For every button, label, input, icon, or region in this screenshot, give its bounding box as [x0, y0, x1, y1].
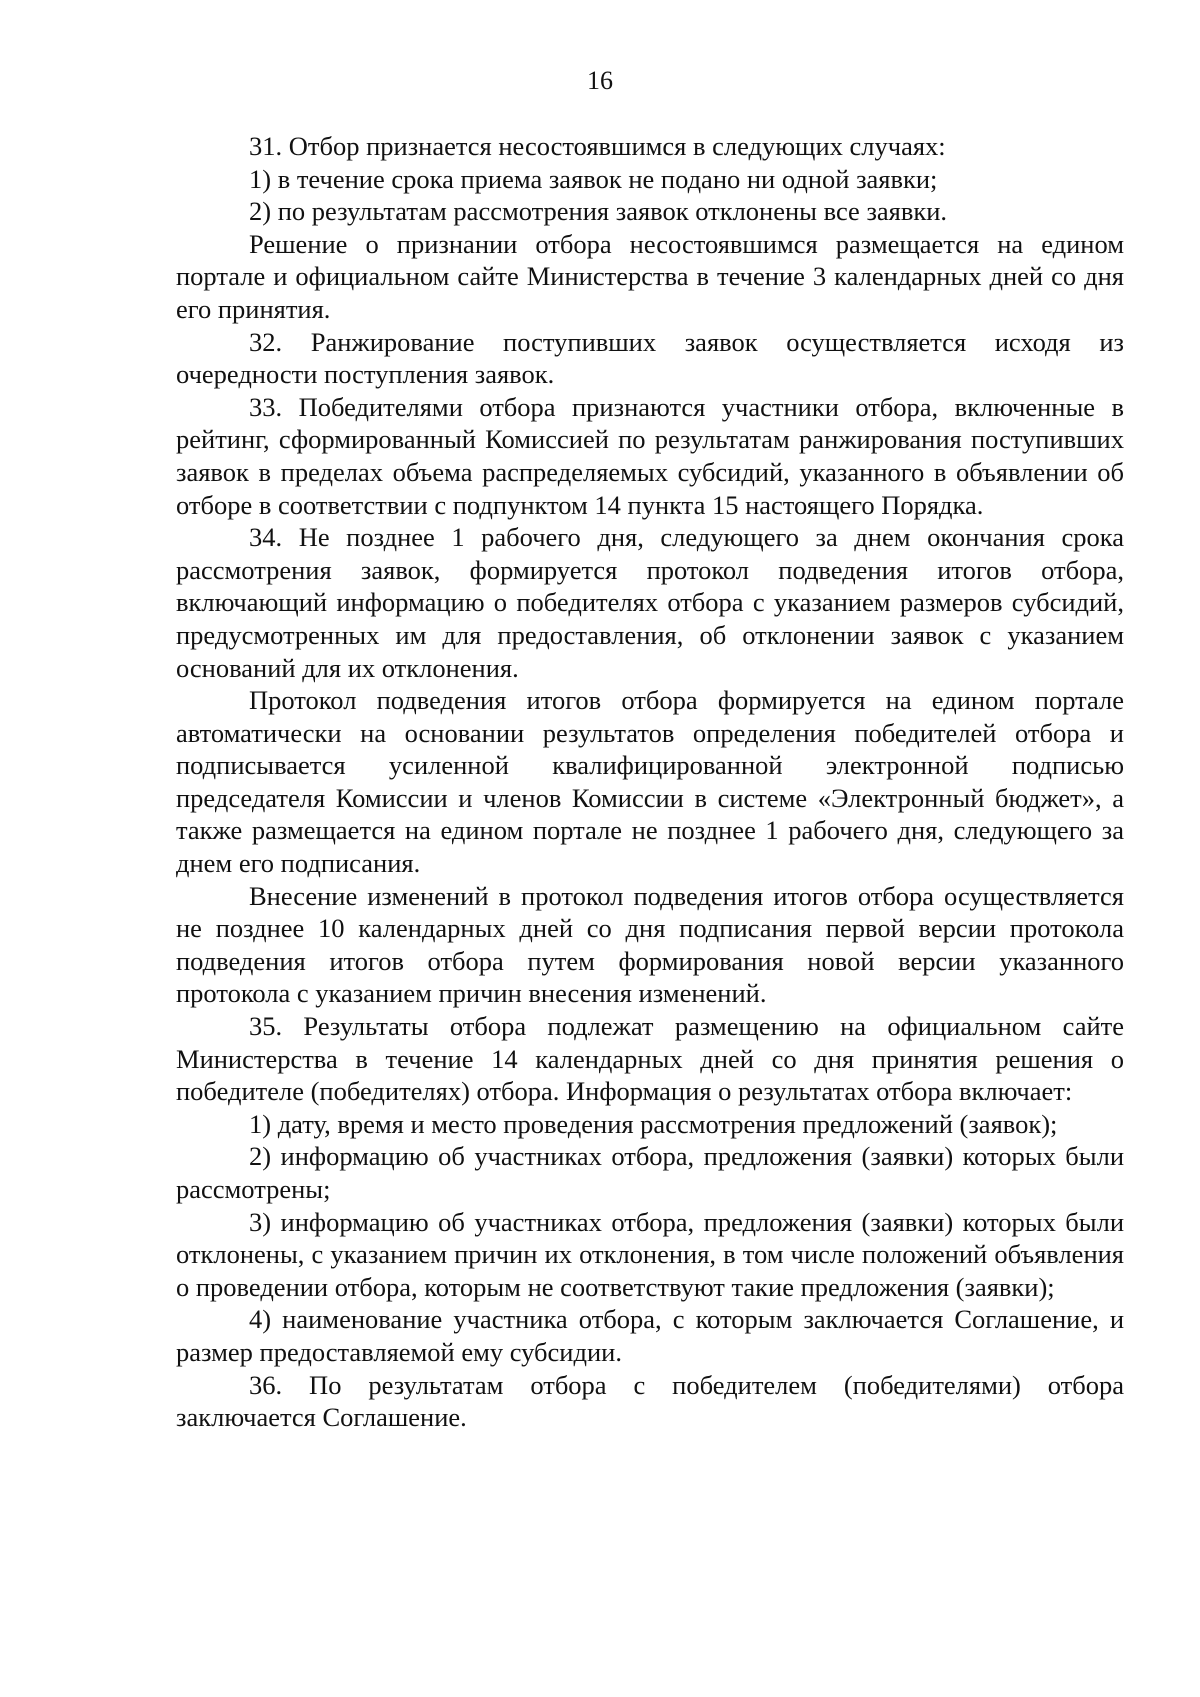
paragraph-34: 34. Не позднее 1 рабочего дня, следующего за днем окончания срока рассмотрения заявок, формируется протокол подведения итогов отбора, включающий информацию о победителях отбора с указанием размеров субсидий, предусмотренных им для предоставления, об отклонении заявок с указанием оснований для их отклонения.	[176, 522, 1124, 683]
document-body	[176, 130, 1124, 1434]
paragraph-35-item-1: 1) дату, время и место проведения рассмотрения предложений (заявок);	[249, 1108, 1058, 1139]
paragraph-35-item-4: 4) наименование участника отбора, с которым заключается Соглашение, и размер предоставляемой ему субсидии.	[176, 1304, 1124, 1367]
paragraph-31-item-2: 2) по результатам рассмотрения заявок отклонены все заявки.	[249, 196, 948, 227]
paragraph-31-item-1: 1) в течение срока приема заявок не подано ни одной заявки;	[249, 163, 938, 194]
paragraph-34-protocol: Протокол подведения итогов отбора формируется на едином портале автоматически на основании результатов определения победителей отбора и подписывается усиленной квалифицированной электронной подписью председателя Комиссии и членов Комиссии в системе «Электронный бюджет», а также размещается на едином портале не позднее 1 рабочего дня, следующего за днем его подписания.	[176, 685, 1124, 879]
paragraph-35-item-3: 3) информацию об участниках отбора, предложения (заявки) которых были отклонены, с указанием причин их отклонения, в том числе положений объявления о проведении отбора, которым не соответствуют такие предложения (заявки);	[176, 1206, 1124, 1302]
page-number: 16	[587, 66, 613, 95]
paragraph-35: 35. Результаты отбора подлежат размещению на официальном сайте Министерства в течение 14 календарных дней со дня принятия решения о победителе (победителях) отбора. Информация о результатах отбора включает:	[176, 1011, 1124, 1107]
paragraph-34-changes: Внесение изменений в протокол подведения итогов отбора осуществляется не позднее 10 календарных дней со дня подписания первой версии протокола подведения итогов отбора путем формирования новой версии указанного протокола с указанием причин внесения изменений.	[176, 880, 1124, 1009]
paragraph-33: 33. Победителями отбора признаются участники отбора, включенные в рейтинг, сформированный Комиссией по результатам ранжирования поступивших заявок в пределах объема распределяемых субсидий, указанного в объявлении об отборе в соответствии с подпунктом 14 пункта 15 настоящего Порядка.	[176, 391, 1124, 520]
paragraph-31-heading: 31. Отбор признается несостоявшимся в следующих случаях:	[249, 131, 946, 161]
paragraph-32: 32. Ранжирование поступивших заявок осуществляется исходя из очередности поступления заявок.	[176, 326, 1124, 390]
paragraph-35-item-2: 2) информацию об участниках отбора, предложения (заявки) которых были рассмотрены;	[176, 1141, 1124, 1204]
paragraph-31-decision: Решение о признании отбора несостоявшимся размещается на едином портале и официальном сайте Министерства в течение 3 календарных дней со дня его принятия.	[176, 228, 1124, 324]
paragraph-36: 36. По результатам отбора с победителем (победителями) отбора заключается Соглашение.	[176, 1369, 1124, 1433]
